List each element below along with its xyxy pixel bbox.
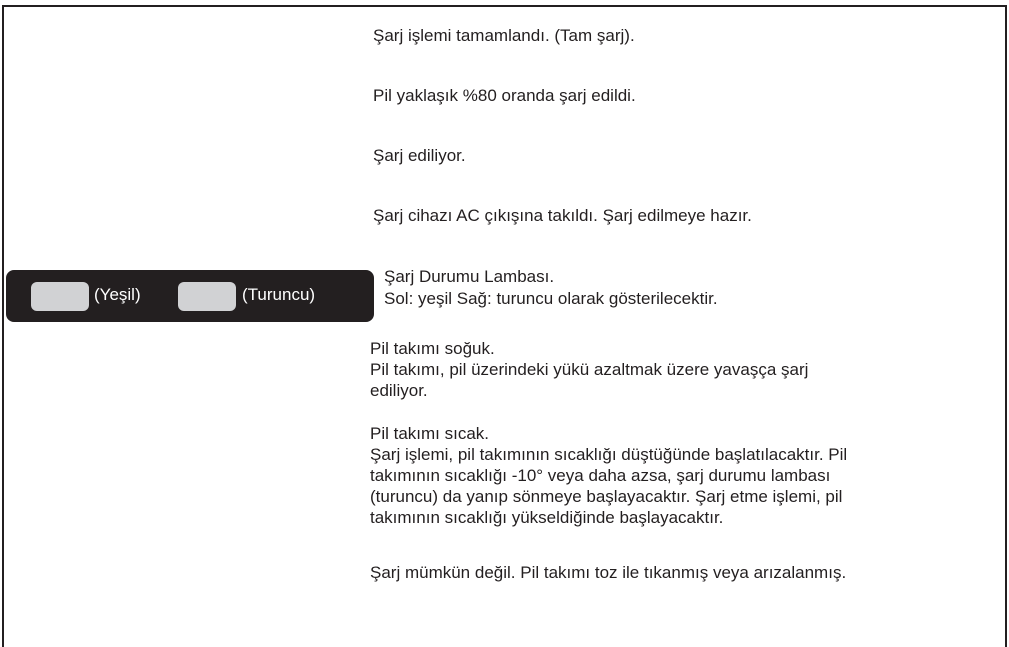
hot-line-1: Pil takımı sıcak. bbox=[370, 424, 490, 443]
hot-line-5: takımının sıcaklığı yükseldiğinde başlayacaktır. bbox=[370, 508, 724, 527]
cold-line-2: Pil takımı, pil üzerindeki yükü azaltmak üzere yavaşça şarj bbox=[370, 360, 809, 379]
error-line-1: Şarj mümkün değil. Pil takımı toz ile tıkanmış veya arızalanmış. bbox=[370, 563, 847, 582]
hot-line-4: (turuncu) da yanıp sönmeye başlayacaktır. Şarj etme işlemi, pil bbox=[370, 487, 843, 506]
row-text-plugged: Şarj cihazı AC çıkışına takıldı. Şarj edilmeye hazır. bbox=[373, 206, 752, 225]
row-text-charging: Şarj ediliyor. bbox=[373, 146, 466, 165]
cold-line-3: ediliyor. bbox=[370, 381, 428, 400]
legend-description: Sol: yeşil Sağ: turuncu olarak gösterilecektir. bbox=[384, 289, 718, 308]
hot-line-2: Şarj işlemi, pil takımının sıcaklığı düştüğünde başlatılacaktır. Pil bbox=[370, 445, 848, 464]
hot-line-3: takımının sıcaklığı -10° veya daha azsa, şarj durumu lambası bbox=[370, 466, 831, 485]
legend-title: Şarj Durumu Lambası. bbox=[384, 267, 555, 286]
green-label: (Yeşil) bbox=[94, 285, 141, 304]
cold-line-1: Pil takımı soğuk. bbox=[370, 339, 495, 358]
orange-label: (Turuncu) bbox=[242, 285, 316, 304]
green-lamp-swatch bbox=[31, 282, 89, 311]
row-text-full: Şarj işlemi tamamlandı. (Tam şarj). bbox=[373, 26, 635, 45]
orange-lamp-swatch bbox=[178, 282, 236, 311]
row-text-80pct: Pil yaklaşık %80 oranda şarj edildi. bbox=[373, 86, 636, 105]
lamp-legend bbox=[6, 270, 374, 322]
